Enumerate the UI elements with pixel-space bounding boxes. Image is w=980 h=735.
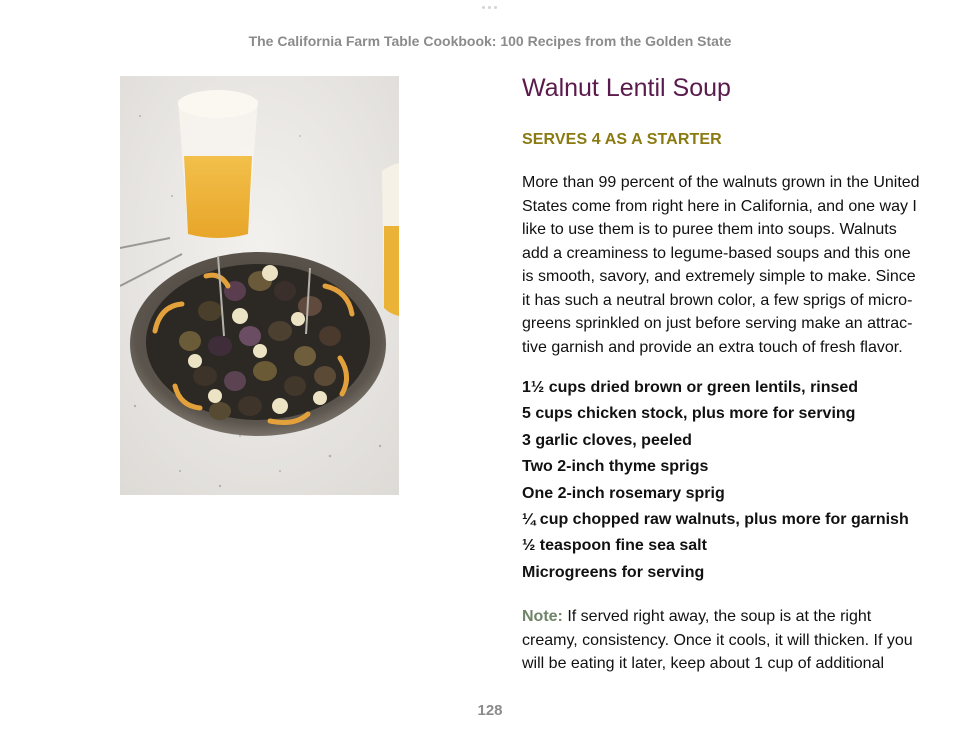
intro-line: add a creaminess to legume-based soups and this one <box>522 244 911 262</box>
page-number: 128 <box>477 702 503 719</box>
note-line: will be eating it later, keep about 1 cup of additional <box>522 655 885 673</box>
intro-line: it has such a neutral brown color, a few sprigs of micro- <box>522 291 913 309</box>
ingredient-item: Two 2-inch thyme sprigs <box>522 458 709 476</box>
intro-line: greens sprinkled on just before serving make an attrac- <box>522 315 913 332</box>
servings-heading: SERVES 4 AS A STARTER <box>522 131 722 148</box>
intro-line: States come from right here in California, and one way I <box>522 197 917 215</box>
ingredient-item: Microgreens for serving <box>522 563 705 581</box>
note-text: If served right away, the soup is at the right <box>562 608 872 626</box>
note-label: Note: <box>522 608 563 626</box>
ingredient-item: 1½ cups dried brown or green lentils, rinsed <box>522 379 859 396</box>
ingredient-item: 5 cups chicken stock, plus more for serving <box>522 405 856 423</box>
recipe-intro <box>522 171 922 359</box>
recipe-photo[interactable] <box>120 76 399 495</box>
intro-line: More than 99 percent of the walnuts grown in the United <box>522 174 920 191</box>
ingredient-item: ½ teaspoon fine sea salt <box>522 537 707 555</box>
recipe-note <box>522 605 922 676</box>
note-line <box>522 605 922 629</box>
recipe-content <box>522 74 922 676</box>
recipe-title: Walnut Lentil Soup <box>522 74 731 102</box>
ingredient-list <box>522 375 922 586</box>
intro-line: is smooth, savory, and extremely simple to make. Since <box>522 268 916 285</box>
grabber-dot <box>482 6 485 9</box>
ingredient-item: 3 garlic cloves, peeled <box>522 431 692 449</box>
intro-line: like to use them is to puree them into soups. Walnuts <box>522 221 897 238</box>
ingredient-item: One 2-inch rosemary sprig <box>522 484 725 502</box>
intro-line: tive garnish and provide an extra touch of fresh flavor. <box>522 338 903 356</box>
ingredient-item: ¼ cup chopped raw walnuts, plus more for garnish <box>522 511 909 529</box>
grabber-dot <box>494 6 497 9</box>
book-title: The California Farm Table Cookbook: 100 Recipes from the Golden State <box>248 33 732 49</box>
window-grabber[interactable] <box>482 6 497 9</box>
grabber-dot <box>488 6 491 9</box>
note-line: creamy, consistency. Once it cools, it will thicken. If you <box>522 631 913 649</box>
